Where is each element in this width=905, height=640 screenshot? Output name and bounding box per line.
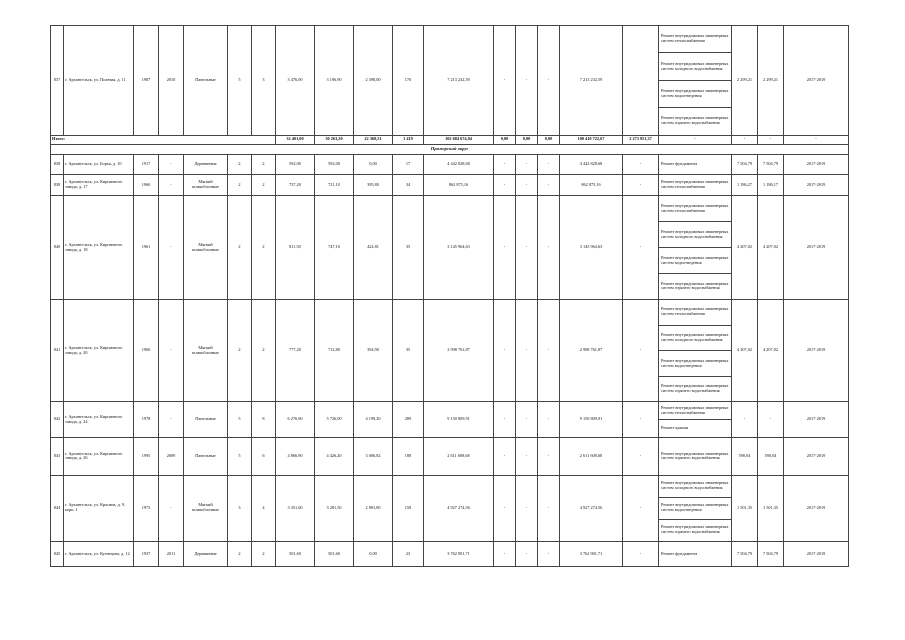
cell-residents: 289 [393, 402, 424, 438]
table-body [51, 26, 849, 567]
cell-other: - [623, 154, 659, 174]
work-item: Ремонт внутридомовых инженерных систем теплоснабжения [659, 300, 731, 326]
cell-residents: 158 [393, 475, 424, 541]
work-item: Ремонт внутридомовых инженерных систем горячего водоснабжения [661, 115, 729, 126]
cell-addr: г. Архангельск, ул. Красина, д. 9, корп. 1 [64, 475, 134, 541]
cell-area-nonliving: 4 199,20 [354, 402, 393, 438]
table-row [51, 26, 849, 136]
cell-area-nonliving: 0,00 [354, 154, 393, 174]
cell-area-living: 4 426,20 [315, 438, 354, 475]
cell-works [659, 402, 732, 438]
cell-area-total: 501,60 [276, 541, 315, 566]
cell-floors: 5 [228, 402, 252, 438]
cell-area-total: 4 866,90 [276, 438, 315, 475]
cell-year-built: 1961 [134, 196, 159, 300]
cell-owners: 100 410 722,67 [560, 135, 623, 144]
cell-area-living: 721,10 [315, 174, 354, 195]
cell-area-living: 747,10 [315, 196, 354, 300]
table-row [51, 299, 849, 402]
cell-period: 2017-2019 [784, 402, 849, 438]
cell-budget-local: - [538, 475, 560, 541]
cell-floors: 2 [228, 541, 252, 566]
cell-other: - [623, 475, 659, 541]
cell-residents: 23 [393, 541, 424, 566]
work-item: Ремонт крыши [661, 425, 689, 431]
cell-fund-support: - [494, 26, 516, 136]
cell-area-living: 5 726,00 [315, 402, 354, 438]
cell-residents: 35 [393, 196, 424, 300]
cell-area-total: 592,00 [276, 154, 315, 174]
cell-floors: 2 [228, 299, 252, 402]
cell-fund-support: - [494, 196, 516, 300]
cell-addr: г. Архангельск, ул. Кирпичного завода, д. 18 [64, 196, 134, 300]
work-item: Ремонт внутридомовых инженерных систем горячего водоснабжения [661, 280, 729, 291]
table-row [51, 541, 849, 566]
cell-cost-total: 4 442 828,68 [424, 154, 494, 174]
work-item: Ремонт внутридомовых инженерных систем водоотведения [659, 81, 731, 108]
cell-unit-cost: 1 186,27 [732, 174, 758, 195]
cell-year-built: 1973 [134, 475, 159, 541]
cell-entrances: 4 [252, 475, 276, 541]
cell-period: 2017-2019 [784, 475, 849, 541]
cell-budget-local: - [538, 154, 560, 174]
cell-num: 837 [51, 26, 64, 136]
cell-fund-support: - [494, 154, 516, 174]
cell-limit-cost: 4 207,02 [758, 299, 784, 402]
cell-budget-region: - [516, 541, 538, 566]
cell-budget-local: - [538, 196, 560, 300]
cell-year-rec: - [159, 174, 184, 195]
cell-cost-total: 3 762 901,71 [424, 541, 494, 566]
cell-year-built: 1937 [134, 541, 159, 566]
cell-area-living: 30 263,20 [315, 135, 354, 144]
work-item: Ремонт внутридомовых инженерных систем водоотведения [659, 351, 731, 377]
cell-fund-support: - [494, 438, 516, 475]
cell-owners: 2 998 761,87 [560, 299, 623, 402]
cell-material: Мягкий шлакоблочные [184, 299, 228, 402]
cell-period: 2017-2019 [784, 541, 849, 566]
cell-area-total: 737,20 [276, 174, 315, 195]
cell-limit-cost: 1 501,35 [758, 475, 784, 541]
cell-unit-cost: 7 504,79 [732, 154, 758, 174]
cell-entrances: 6 [252, 438, 276, 475]
work-item: Ремонт внутридомовых инженерных систем теплоснабжения [659, 196, 731, 222]
cell-owners: 4 442 828,68 [560, 154, 623, 174]
cell-material: Панельные [184, 402, 228, 438]
cell-year-rec: 2009 [159, 438, 184, 475]
cell-area-living: 3 281,50 [315, 475, 354, 541]
cell-budget-local: - [538, 174, 560, 195]
cell-addr: г. Архангельск, ул. Кирпичного завода, д. 20 [64, 299, 134, 402]
cell-limit-cost: - [758, 402, 784, 438]
cell-area-total: 777,20 [276, 299, 315, 402]
cell-year-built: 1987 [134, 26, 159, 136]
cell-budget-region: - [516, 299, 538, 402]
table-row [51, 154, 849, 174]
cell-unit-cost: - [732, 402, 758, 438]
cell-addr: г. Архангельск, ул. Кузнецова, д. 12 [64, 541, 134, 566]
work-item: Ремонт внутридомовых инженерных систем холодного водоснабжения [659, 53, 731, 80]
cell-residents: 176 [393, 26, 424, 136]
work-item: Ремонт внутридомовых инженерных систем горячего водоснабжения [661, 524, 729, 535]
cell-residents: 35 [393, 299, 424, 402]
cell-year-rec: - [159, 196, 184, 300]
table-row [51, 196, 849, 300]
cell-area-total: 3 351,60 [276, 475, 315, 541]
cell-unit-cost: - [732, 135, 758, 144]
cell-fund-support: 0,00 [494, 135, 516, 144]
cell-residents: 188 [393, 438, 424, 475]
cell-cost-total: 102 684 674,04 [424, 135, 494, 144]
cell-addr: г. Архангельск, ул. Полевая, д. 11 [64, 26, 134, 136]
cell-works [659, 299, 732, 402]
cell-area-nonliving: 2 881,80 [354, 475, 393, 541]
cell-area-nonliving: 395,80 [354, 174, 393, 195]
cell-residents: 34 [393, 174, 424, 195]
cell-other: - [623, 402, 659, 438]
cell-num: 840 [51, 196, 64, 300]
cell-floors: 3 [228, 475, 252, 541]
table-row [51, 438, 849, 475]
cell-floors: 2 [228, 196, 252, 300]
cell-area-nonliving: 424,81 [354, 196, 393, 300]
cell-other: - [623, 196, 659, 300]
work-item: Ремонт внутридомовых инженерных систем горячего водоснабжения [661, 383, 729, 394]
work-item: Ремонт внутридомовых инженерных систем холодного водоснабжения [659, 476, 731, 498]
cell-works [659, 174, 732, 195]
cell-cost-total: 3 145 964,63 [424, 196, 494, 300]
cell-year-rec: - [159, 299, 184, 402]
work-item: Ремонт фундамента [661, 550, 698, 556]
repair-program-table [50, 25, 849, 567]
cell-entrances: 2 [252, 541, 276, 566]
cell-material: Панельные [184, 26, 228, 136]
table-row [51, 475, 849, 541]
cell-cost-total: 4 927 274,56 [424, 475, 494, 541]
cell-material: Мягкий шлакоблочные [184, 475, 228, 541]
cell-material: Мягкий шлакоблочные [184, 174, 228, 195]
cell-budget-region: 0,00 [516, 135, 538, 144]
cell-budget-region: - [516, 196, 538, 300]
cell-works [659, 438, 732, 475]
cell-year-built: 1960 [134, 174, 159, 195]
cell-material: Мягкий шлакоблочные [184, 196, 228, 300]
cell-limit-cost: 1 186,17 [758, 174, 784, 195]
cell-cost-total: 9 150 809,91 [424, 402, 494, 438]
cell-fund-support: - [494, 402, 516, 438]
cell-limit-cost: 4 207,02 [758, 196, 784, 300]
cell-limit-cost: - [758, 135, 784, 144]
cell-num: 838 [51, 174, 64, 195]
table-row [51, 135, 849, 144]
work-item: Ремонт внутридомовых инженерных систем теплоснабжения [659, 26, 731, 53]
cell-year-rec: - [159, 154, 184, 174]
work-item: Ремонт внутридомовых инженерных систем холодного водоснабжения [659, 222, 731, 248]
cell-limit-cost: 590,04 [758, 438, 784, 475]
cell-unit-cost: 4 207,02 [732, 299, 758, 402]
cell-budget-region: - [516, 402, 538, 438]
cell-owners: 2 611 608,68 [560, 438, 623, 475]
work-item: Ремонт внутридомовых инженерных систем водоотведения [659, 498, 731, 520]
cell-limit-cost: 7 504,79 [758, 541, 784, 566]
cell-works [659, 154, 732, 174]
cell-area-living: 501,60 [315, 541, 354, 566]
cell-material: Деревянные [184, 154, 228, 174]
cell-year-built: 1978 [134, 402, 159, 438]
cell-area-nonliving: 22 368,51 [354, 135, 393, 144]
cell-works [659, 26, 732, 136]
cell-budget-region: - [516, 154, 538, 174]
cell-unit-cost: 7 504,79 [732, 541, 758, 566]
cell-cost-total: 862 875,16 [424, 174, 494, 195]
cell-cost-total: 2 998 761,87 [424, 299, 494, 402]
cell-floors: 5 [228, 26, 252, 136]
cell-area-total: 3 476,00 [276, 26, 315, 136]
cell-budget-local: 0,00 [538, 135, 560, 144]
cell-cost-total: 2 611 608,68 [424, 438, 494, 475]
cell-floors: 5 [228, 438, 252, 475]
cell-period: 2017-2019 [784, 438, 849, 475]
cell-period: - [784, 135, 849, 144]
cell-year-built: 1917 [134, 154, 159, 174]
cell-budget-region: - [516, 438, 538, 475]
cell-owners: 3 762 901,71 [560, 541, 623, 566]
cell-year-built: 1960 [134, 299, 159, 402]
cell-entrances: 3 [252, 26, 276, 136]
cell-budget-local: - [538, 299, 560, 402]
cell-fund-support: - [494, 475, 516, 541]
table-row [51, 144, 849, 154]
cell-area-total: 811,50 [276, 196, 315, 300]
cell-owners: 7 213 232,59 [560, 26, 623, 136]
cell-area-living: 712,80 [315, 299, 354, 402]
cell-num: 842 [51, 402, 64, 438]
cell-num: 841 [51, 299, 64, 402]
work-item: Ремонт внутридомовых инженерных систем горячего водоснабжения [661, 450, 729, 461]
cell-entrances: 2 [252, 154, 276, 174]
cell-material: Деревянные [184, 541, 228, 566]
cell-budget-local: - [538, 541, 560, 566]
cell-period: 2017-2019 [784, 174, 849, 195]
cell-area-total: 32 401,00 [276, 135, 315, 144]
cell-area-nonliving: 2 398,00 [354, 26, 393, 136]
cell-residents: 17 [393, 154, 424, 174]
cell-year-rec: 2011 [159, 541, 184, 566]
total-label-cell: Итого: [51, 135, 276, 144]
section-header-cell: Приморский округ [51, 144, 849, 154]
cell-area-nonliving: 394,90 [354, 299, 393, 402]
cell-period: 2017-2019 [784, 196, 849, 300]
cell-addr: г. Архангельск, ул. Кирпичного завода, д. 24 [64, 402, 134, 438]
work-item: Ремонт внутридомовых инженерных систем водоотведения [659, 248, 731, 274]
cell-year-rec: - [159, 475, 184, 541]
cell-addr: г. Архангельск, ул. Борья, д. 10 [64, 154, 134, 174]
cell-other: - [623, 299, 659, 402]
work-item: Ремонт внутридомовых инженерных систем холодного водоснабжения [659, 326, 731, 352]
cell-area-nonliving: 0,00 [354, 541, 393, 566]
cell-budget-region: - [516, 475, 538, 541]
cell-year-built: 1995 [134, 438, 159, 475]
cell-num: 838 [51, 154, 64, 174]
cell-fund-support: - [494, 541, 516, 566]
cell-addr: г. Архангельск, ул. Кирпичного завода, д. 17 [64, 174, 134, 195]
cell-budget-local: - [538, 26, 560, 136]
table-row [51, 174, 849, 195]
cell-period: 2017-2019 [784, 299, 849, 402]
cell-owners: 862 875,16 [560, 174, 623, 195]
cell-unit-cost: 4 207,02 [732, 196, 758, 300]
cell-area-total: 6 276,90 [276, 402, 315, 438]
cell-period: 2017-2019 [784, 26, 849, 136]
cell-other [623, 26, 659, 136]
cell-entrances: 2 [252, 299, 276, 402]
cell-owners: 9 150 809,91 [560, 402, 623, 438]
work-item: Ремонт фундамента [661, 160, 698, 166]
cell-limit-cost: 2 299,21 [758, 26, 784, 136]
table-row [51, 402, 849, 438]
document-page [50, 25, 848, 567]
cell-entrances: 2 [252, 196, 276, 300]
cell-works [659, 541, 732, 566]
cell-floors: 2 [228, 154, 252, 174]
cell-unit-cost: 590,04 [732, 438, 758, 475]
cell-fund-support: - [494, 299, 516, 402]
cell-entrances: 8 [252, 402, 276, 438]
cell-owners: 4 927 274,56 [560, 475, 623, 541]
cell-other: - [623, 541, 659, 566]
cell-material: Панельные [184, 438, 228, 475]
cell-limit-cost: 7 504,79 [758, 154, 784, 174]
cell-cost-total: 7 213 232,59 [424, 26, 494, 136]
cell-num: 845 [51, 541, 64, 566]
work-item: Ремонт внутридомовых инженерных систем теплоснабжения [659, 402, 731, 420]
work-item: Ремонт внутридомовых инженерных систем теплоснабжения [661, 179, 729, 190]
cell-owners: 3 145 964,63 [560, 196, 623, 300]
cell-num: 843 [51, 438, 64, 475]
cell-unit-cost: 2 299,21 [732, 26, 758, 136]
cell-entrances: 2 [252, 174, 276, 195]
cell-unit-cost: 1 501,35 [732, 475, 758, 541]
cell-addr: г. Архангельск, ул. Кирпичного завода, д. 26 [64, 438, 134, 475]
cell-floors: 2 [228, 174, 252, 195]
cell-area-living: 592,00 [315, 154, 354, 174]
cell-other: - [623, 438, 659, 475]
cell-fund-support: - [494, 174, 516, 195]
cell-other: - [623, 174, 659, 195]
cell-period: 2017-2019 [784, 154, 849, 174]
cell-budget-region: - [516, 26, 538, 136]
cell-works: - [659, 135, 732, 144]
cell-year-rec: - [159, 402, 184, 438]
cell-works [659, 475, 732, 541]
cell-area-nonliving: 3 006,82 [354, 438, 393, 475]
cell-other: 2 273 951,37 [623, 135, 659, 144]
cell-budget-region: - [516, 174, 538, 195]
cell-year-rec: 2010 [159, 26, 184, 136]
cell-residents: 1 419 [393, 135, 424, 144]
cell-works [659, 196, 732, 300]
cell-num: 844 [51, 475, 64, 541]
cell-area-living: 3 196,90 [315, 26, 354, 136]
cell-budget-local: - [538, 402, 560, 438]
cell-budget-local: - [538, 438, 560, 475]
